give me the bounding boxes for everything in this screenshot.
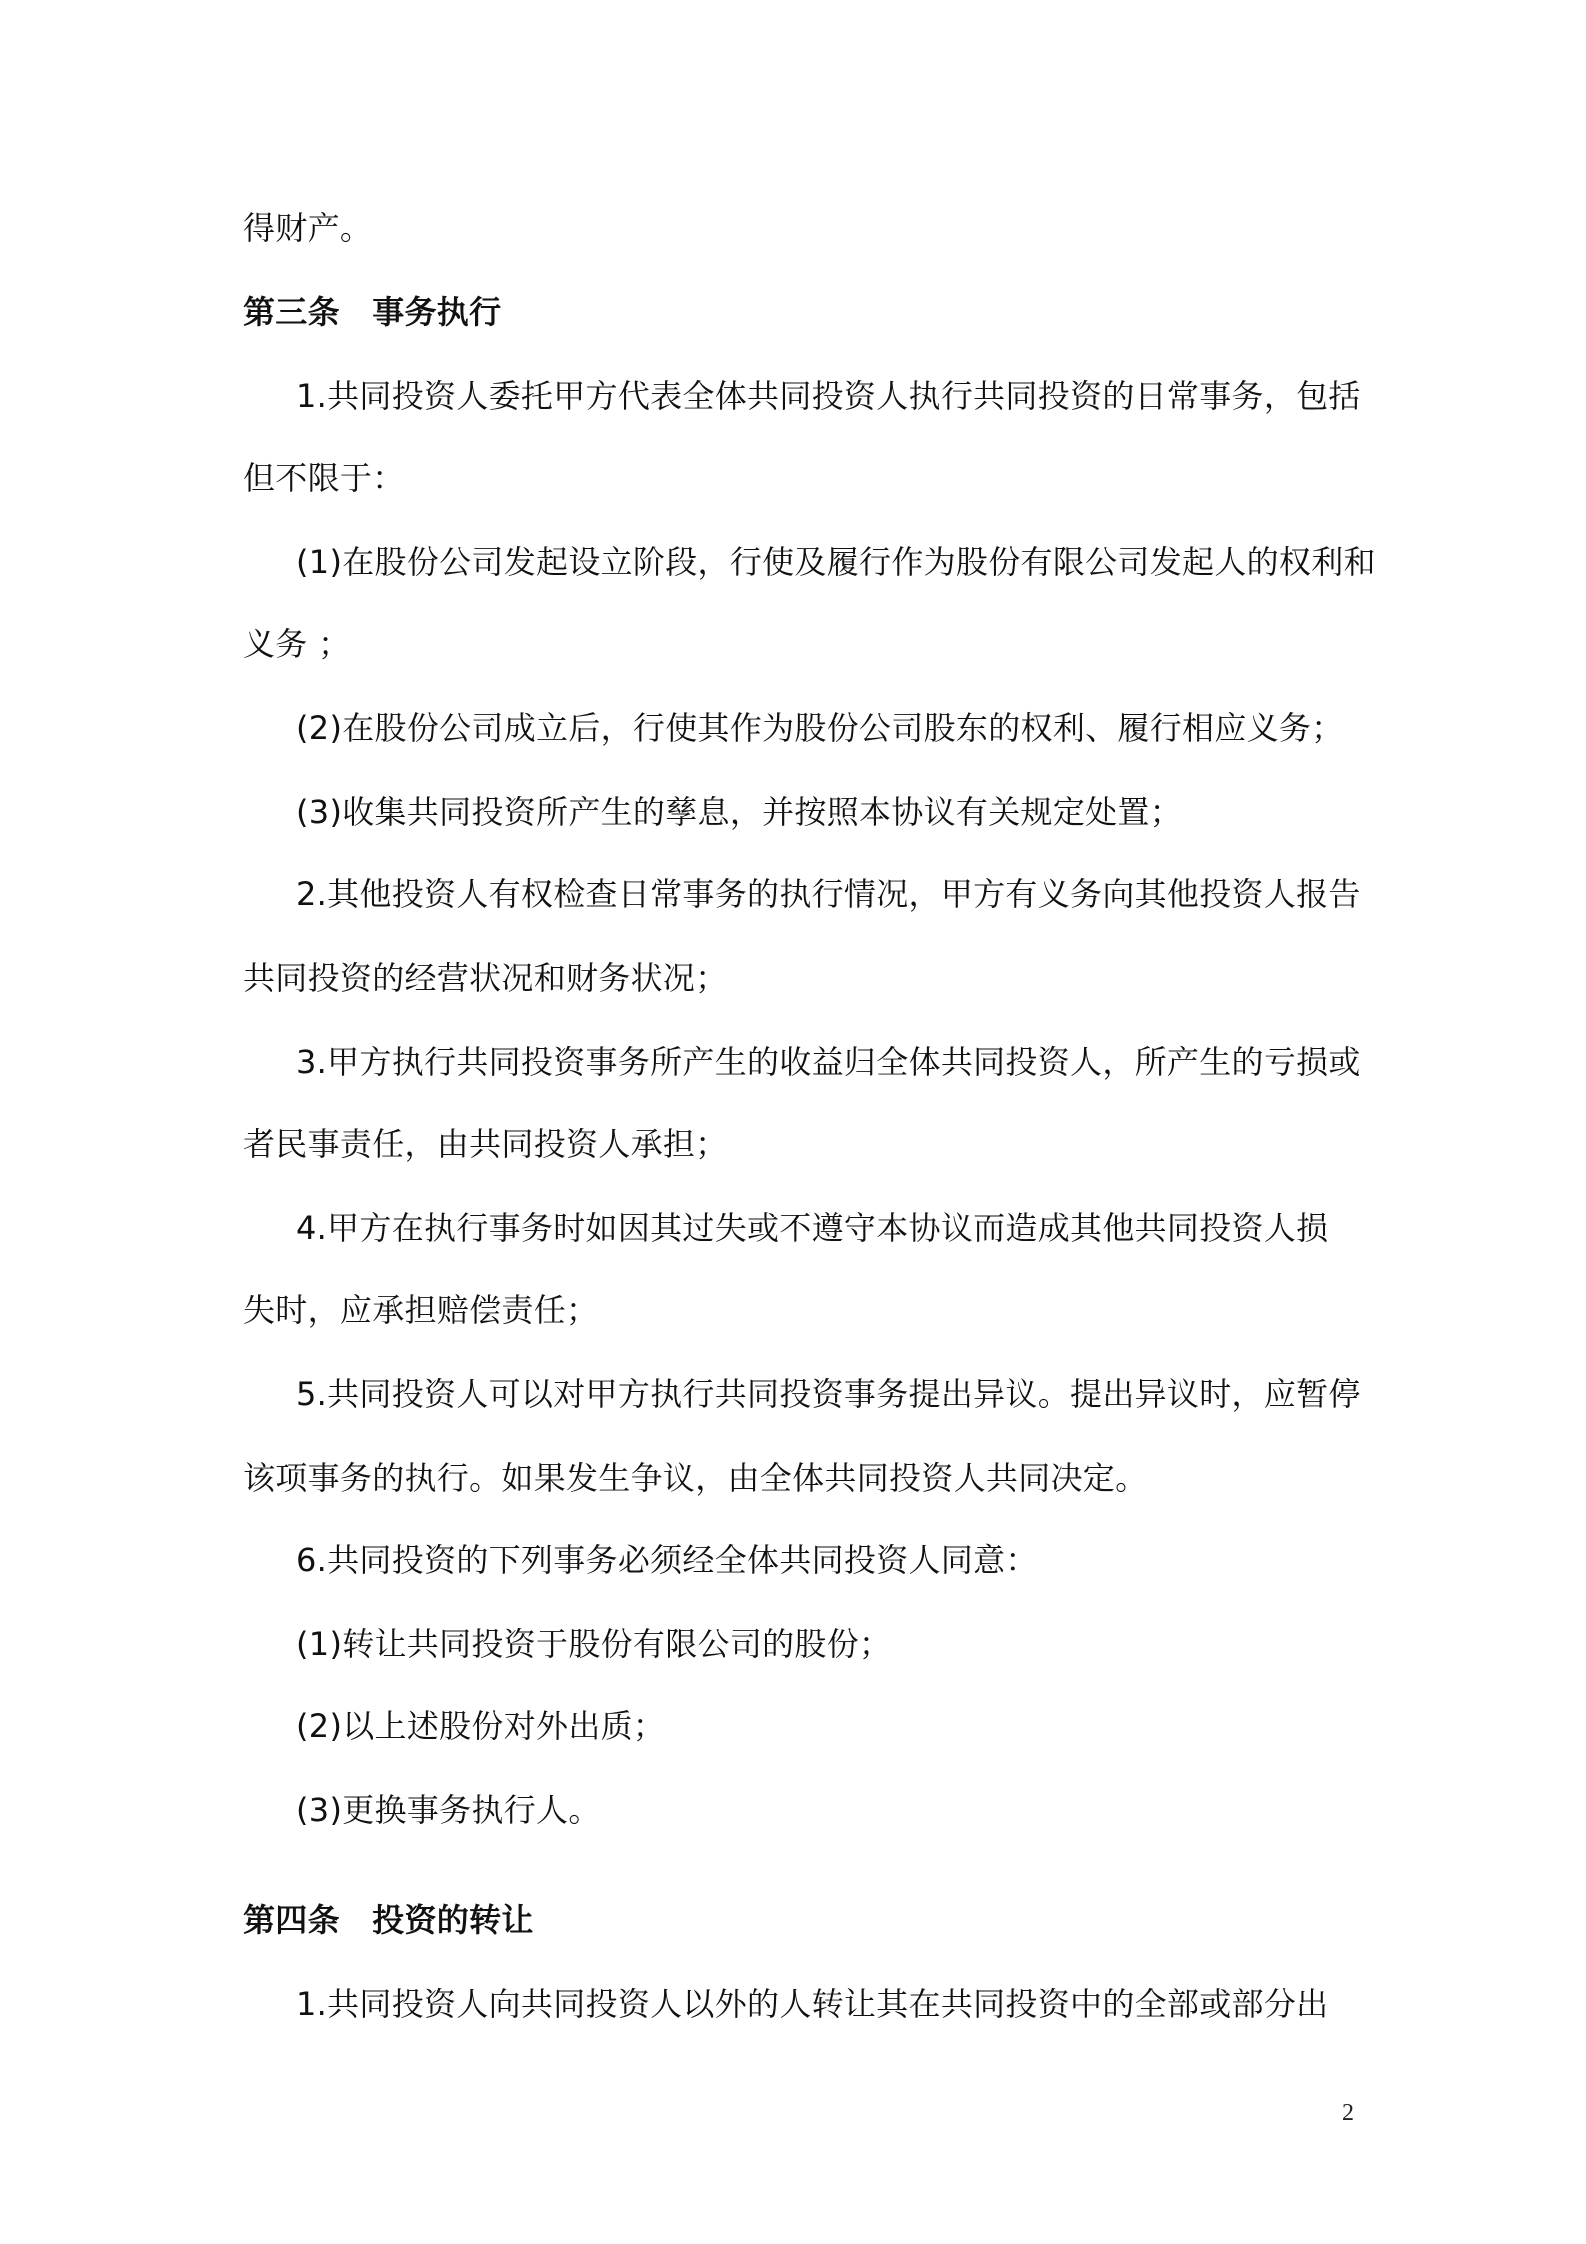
paragraph-line: (1)转让共同投资于股份有限公司的股份； [296, 1625, 892, 1663]
paragraph-line: 1.共同投资人委托甲方代表全体共同投资人执行共同投资的日常事务，包括 [296, 377, 1361, 415]
paragraph-line: 但不限于： [243, 459, 405, 497]
paragraph-line: 5.共同投资人可以对甲方执行共同投资事务提出异议。提出异议时，应暂停 [296, 1375, 1361, 1413]
paragraph-line: 4.甲方在执行事务时如因其过失或不遵守本协议而造成其他共同投资人损 [296, 1209, 1329, 1247]
paragraph-line: 3.甲方执行共同投资事务所产生的收益归全体共同投资人，所产生的亏损或 [296, 1043, 1361, 1081]
paragraph-line: 者民事责任，由共同投资人承担； [243, 1125, 728, 1163]
paragraph-line: 失时，应承担赔偿责任； [243, 1291, 599, 1329]
paragraph-line: (2)以上述股份对外出质； [296, 1707, 666, 1745]
paragraph-line: 1.共同投资人向共同投资人以外的人转让其在共同投资中的全部或部分出 [296, 1985, 1329, 2023]
paragraph-line: (2)在股份公司成立后，行使其作为股份公司股东的权利、履行相应义务； [296, 709, 1344, 747]
section-heading-article-4: 第四条 投资的转让 [243, 1901, 534, 1939]
paragraph-line: 6.共同投资的下列事务必须经全体共同投资人同意： [296, 1541, 1038, 1579]
paragraph-line: (3)更换事务执行人。 [296, 1791, 601, 1829]
paragraph-line: 得财产。 [243, 209, 373, 247]
paragraph-line: (3)收集共同投资所产生的孳息，并按照本协议有关规定处置； [296, 793, 1183, 831]
section-heading-article-3: 第三条 事务执行 [243, 293, 502, 331]
paragraph-line: (1)在股份公司发起设立阶段，行使及履行作为股份有限公司发起人的权利和 [296, 543, 1376, 581]
paragraph-line: 该项事务的执行。如果发生争议，由全体共同投资人共同决定。 [243, 1459, 1148, 1497]
paragraph-line: 义务 ； [243, 625, 351, 663]
paragraph-line: 共同投资的经营状况和财务状况； [243, 959, 728, 997]
paragraph-line: 2.其他投资人有权检查日常事务的执行情况，甲方有义务向其他投资人报告 [296, 875, 1361, 913]
page-number: 2 [1342, 2100, 1354, 2126]
